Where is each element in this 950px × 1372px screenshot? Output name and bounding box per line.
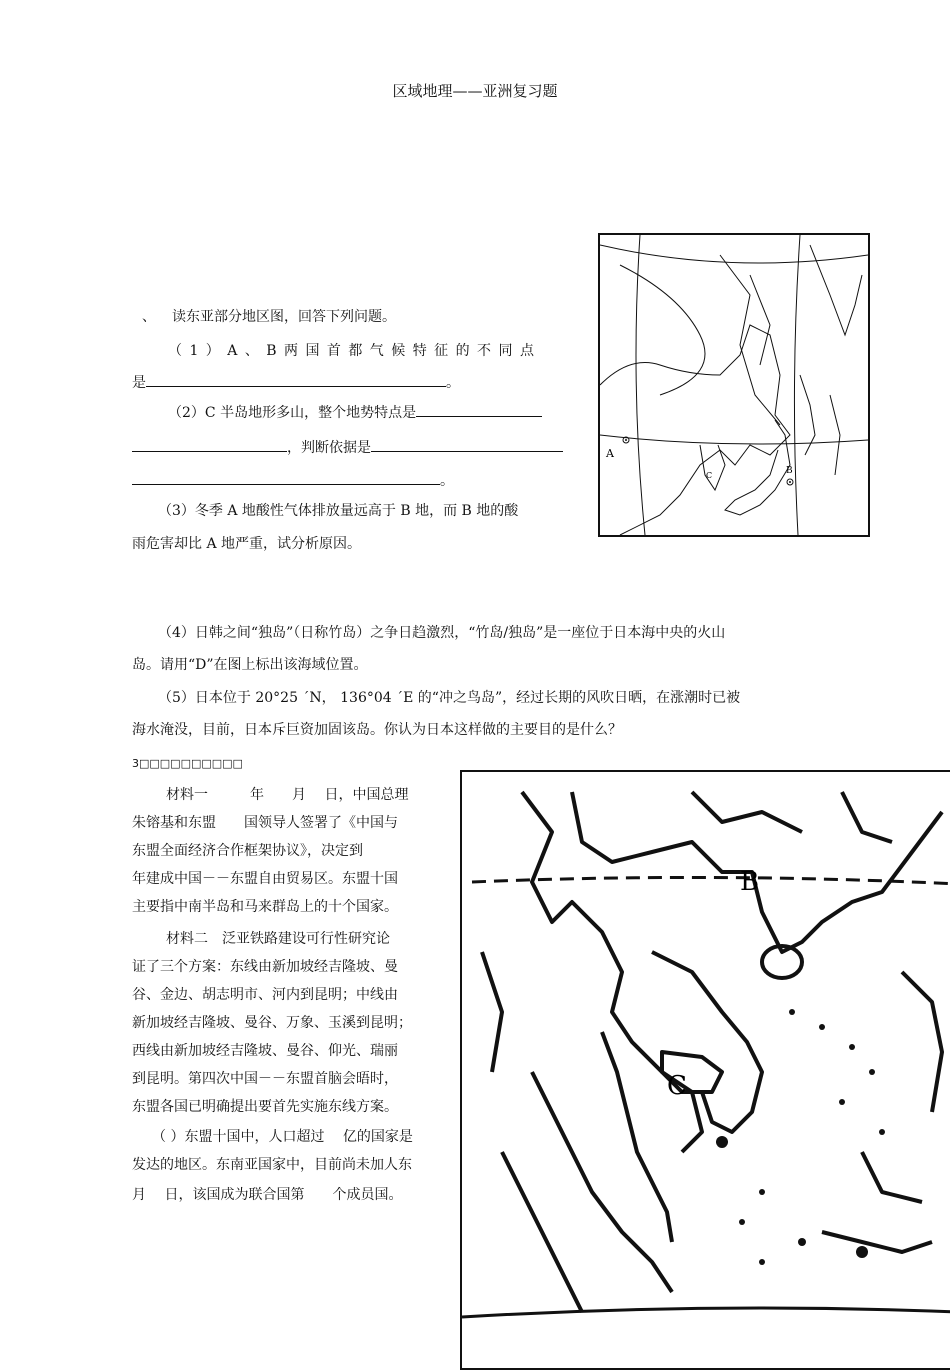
material-line: 证了三个方案：东线由新加坡经吉隆坡、曼 [132,959,398,975]
material-line: 东盟全面经济合作框架协议》，决定到 [132,843,363,859]
southeast-asia-map-drawing [462,772,950,1372]
material-line: 材料一 年 月 日，中国总理 [166,787,409,803]
material-line: 新加坡经吉隆坡、曼谷、万象、玉溪到昆明； [132,1015,412,1031]
label-b: B [740,867,760,897]
answer-blank[interactable] [132,471,440,485]
answer-blank[interactable] [146,373,446,387]
answer-blank[interactable] [416,403,542,417]
q1-part2-line1: （2）C 半岛地形多山，整个地势特点是 [168,405,417,421]
q1-part5-line1: （5）日本位于 20°25 ´N， 136°04 ´E 的“冲之鸟岛”，经过长期的风吹日晒，在涨潮时已被 [158,690,741,706]
q1-part1-line2: 是 [132,375,146,391]
answer-blank[interactable] [132,438,287,452]
label-a: A [606,447,614,460]
material-line: 材料二 泛亚铁路建设可行性研究论 [166,931,390,947]
q1-part1-line1: （ 1 ） A 、 B 两 国 首 都 气 候 特 征 的 不 同 点 [168,343,536,359]
material-line: 主要指中南半岛和马来群岛上的十个国家。 [132,899,398,915]
label-c: C [667,1071,687,1101]
q1-part3-line2: 雨危害却比 A 地严重，试分析原因。 [132,536,362,552]
material-line: 东盟各国已明确提出要首先实施东线方案。 [132,1099,398,1115]
question-line: 发达的地区。东南亚国家中，目前尚未加人东 [132,1157,412,1173]
material-line: 年建成中国－－东盟自由贸易区。东盟十国 [132,871,398,887]
page-title: 区域地理——亚洲复习题 [392,82,558,100]
answer-blank[interactable] [371,438,563,452]
q1-part4-line2: 岛。请用“D”在图上标出该海域位置。 [132,657,368,673]
q1-part4-line1: （4）日韩之间“独岛”（日称竹岛）之争日趋激烈，“竹岛/独岛”是一座位于日本海中央的火山 [158,625,726,641]
material-line: 到昆明。第四次中国－－东盟首脑会晤时， [132,1071,398,1087]
question-intro: 读东亚部分地区图，回答下列问题。 [172,309,396,325]
q1-part2-end: 。 [440,473,454,489]
question-line: （ ）东盟十国中，人口超过 亿的国家是 [152,1129,413,1145]
q1-part1-end: 。 [446,375,460,391]
material-line: 朱镕基和东盟 国领导人签署了《中国与 [132,815,398,831]
question3-heading: 3□□□□□□□□□□ [132,757,243,770]
label-c: C [706,471,713,480]
southeast-asia-map[interactable] [460,770,950,1370]
q1-part2-line2: ，判断依据是 [287,440,371,456]
material-line: 西线由新加坡经吉隆坡、曼谷、仰光、瑞丽 [132,1043,398,1059]
q1-part3-line1: （3）冬季 A 地酸性气体排放量远高于 B 地，而 B 地的酸 [158,503,519,519]
east-asia-map[interactable] [598,233,870,537]
question-line: 月 日，该国成为联合国第 个成员国。 [132,1187,403,1203]
east-asia-map-drawing [600,235,868,535]
material-line: 谷、金边、胡志明市、河内到昆明；中线由 [132,987,398,1003]
q1-part5-line2: 海水淹没，目前，日本斥巨资加固该岛。你认为日本这样做的主要目的是什么？ [132,722,622,738]
label-b: B [786,466,793,476]
question-mark: 、 [142,309,156,325]
